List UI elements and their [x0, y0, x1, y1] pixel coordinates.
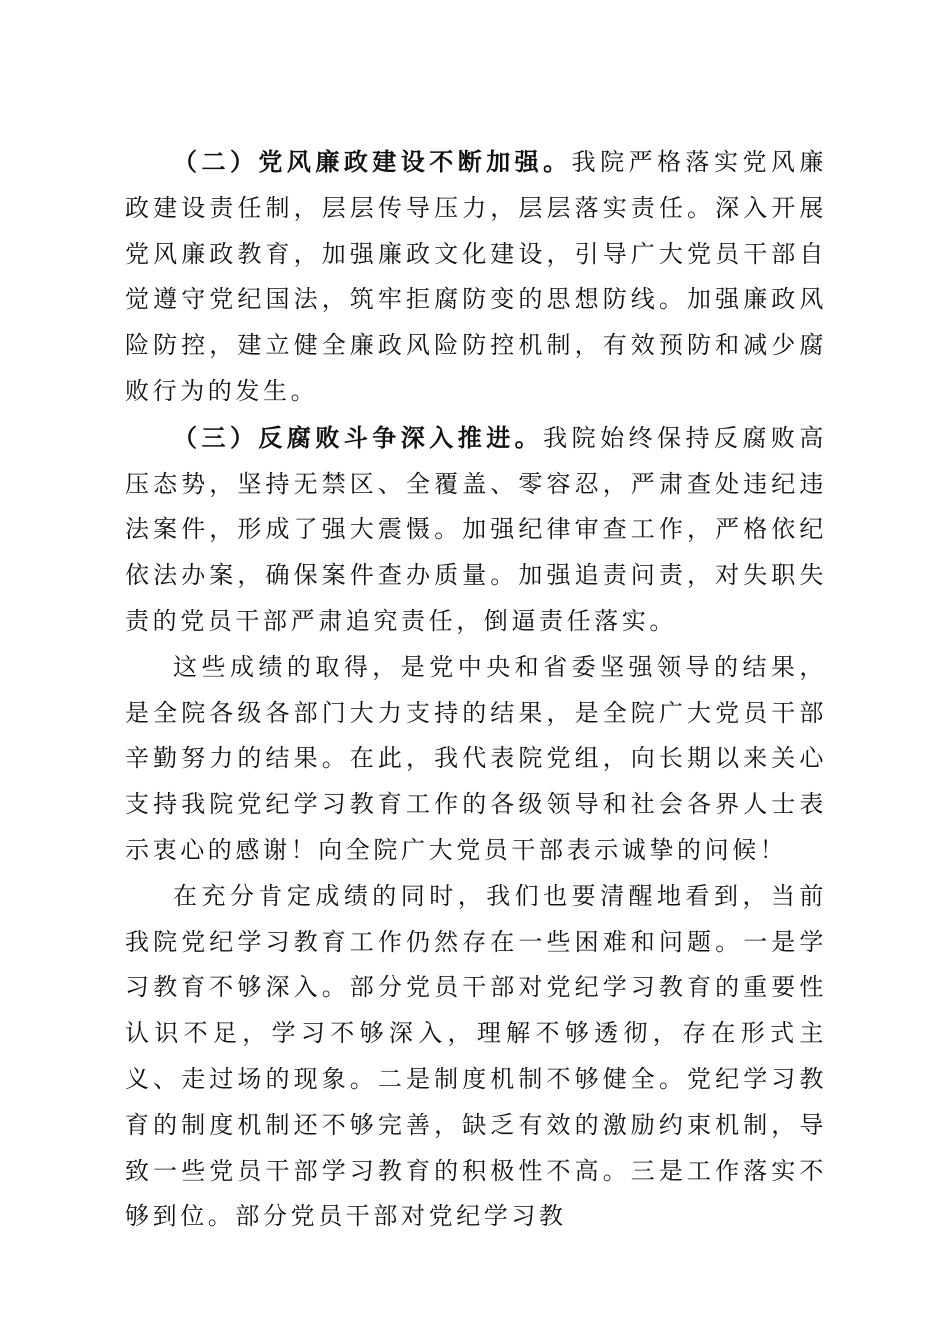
paragraph-body: 我院始终保持反腐败高压态势，坚持无禁区、全覆盖、零容忍，严肃查处违纪违法案件，形成了强大震慑。加强纪律审查工作，严格依纪依法办案，确保案件查办质量。加强追责问责，对失职失责的党员干部严肃追究责任，倒逼责任落实。 — [125, 423, 827, 635]
paragraph-party-conduct — [125, 139, 827, 415]
section-heading-2: （二）党风廉政建设不断加强。 — [173, 147, 572, 176]
paragraph-problems — [125, 874, 827, 1240]
document-page — [125, 139, 827, 1240]
paragraph-acknowledgement — [125, 645, 827, 874]
paragraph-body: 我院严格落实党风廉政建设责任制，层层传导压力，层层落实责任。深入开展党风廉政教育，加强廉政文化建设，引导广大党员干部自觉遵守党纪国法，筑牢拒腐防变的思想防线。加强廉政风险防控，建立健全廉政风险防控机制，有效预防和减少腐败行为的发生。 — [125, 148, 827, 405]
paragraph-body: 这些成绩的取得，是党中央和省委坚强领导的结果，是全院各级各部门大力支持的结果，是全院广大党员干部辛勤努力的结果。在此，我代表院党组，向长期以来关心支持我院党纪学习教育工作的各级领导和社会各界人士表示衷心的感谢！向全院广大党员干部表示诚挚的问候！ — [125, 652, 827, 864]
paragraph-body: 在充分肯定成绩的同时，我们也要清醒地看到，当前我院党纪学习教育工作仍然存在一些困难和问题。一是学习教育不够深入。部分党员干部对党纪学习教育的重要性认识不足，学习不够深入，理解不够透彻，存在形式主义、走过场的现象。二是制度机制不够健全。党纪学习教育的制度机制还不够完善，缺乏有效的激励约束机制，导致一些党员干部学习教育的积极性不高。三是工作落实不够到位。部分党员干部对党纪学习教 — [125, 881, 827, 1231]
section-heading-3: （三）反腐败斗争深入推进。 — [173, 422, 544, 452]
paragraph-anti-corruption — [125, 415, 827, 645]
